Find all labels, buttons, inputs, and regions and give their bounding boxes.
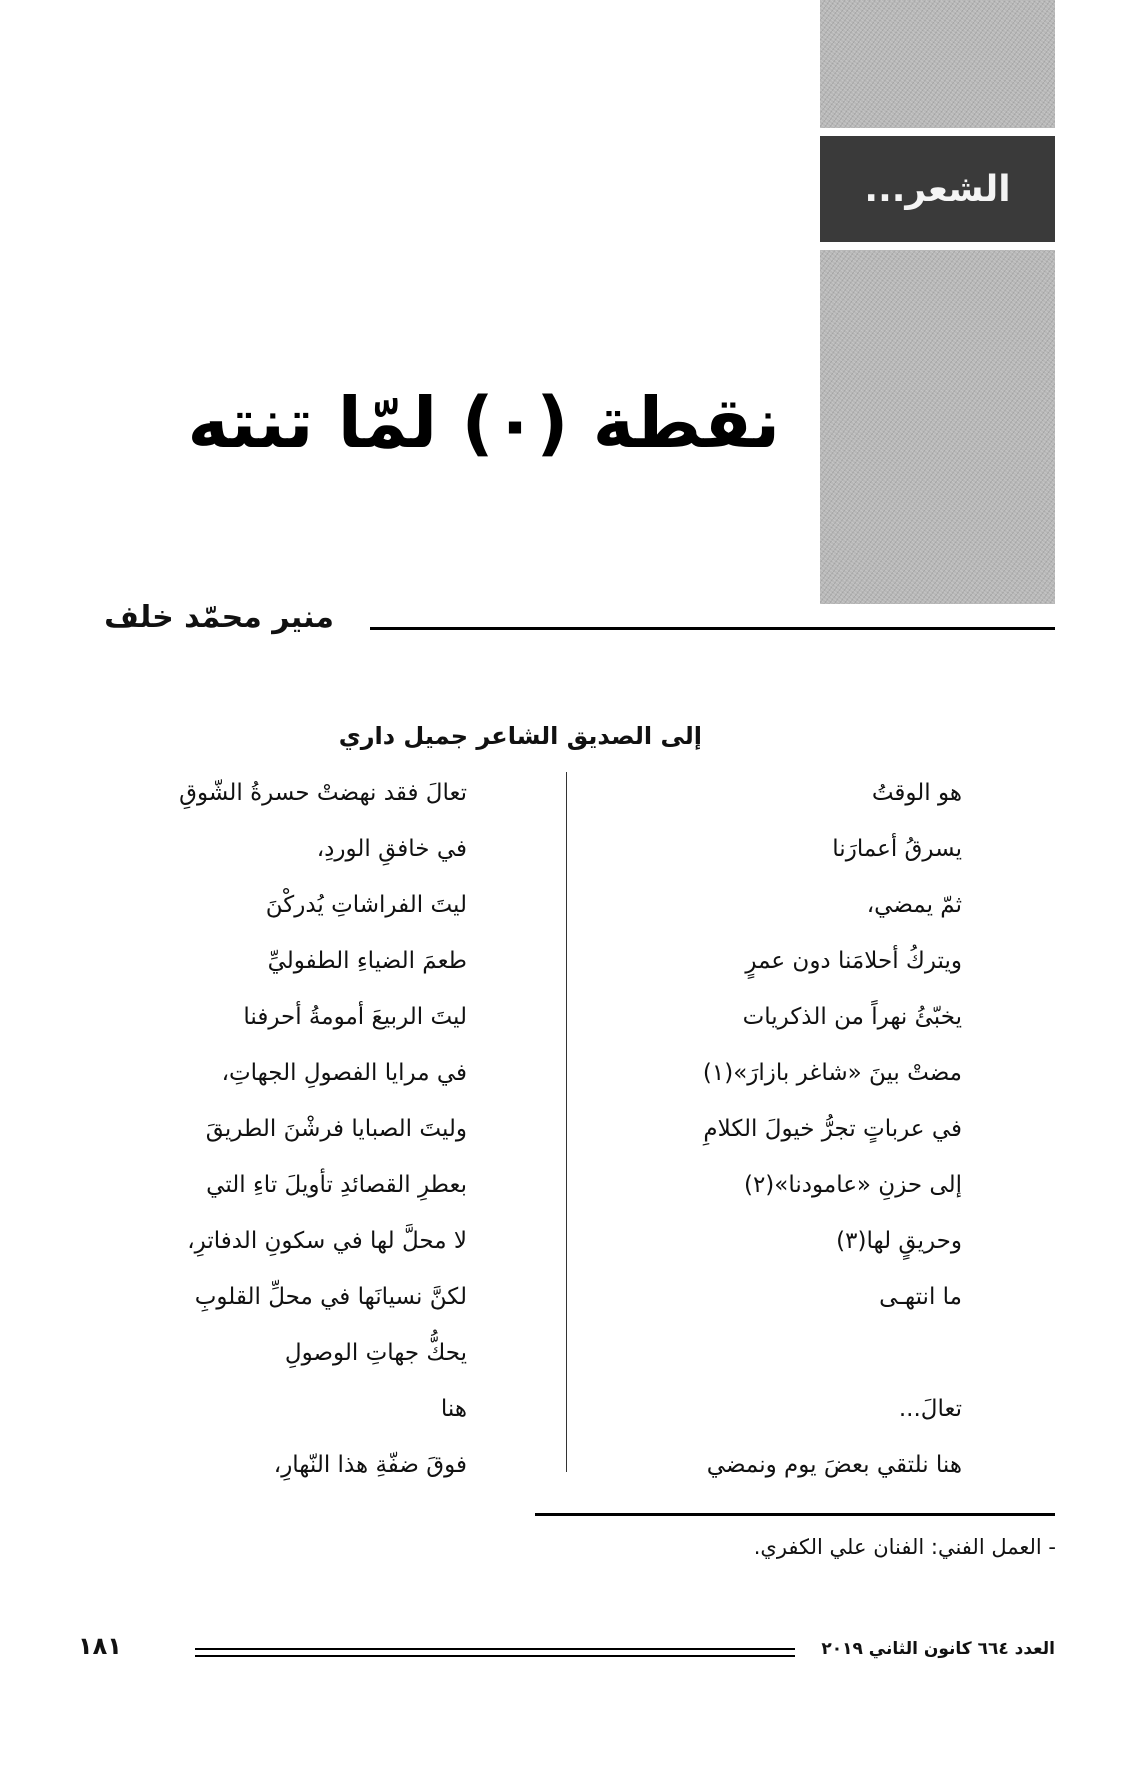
poem-line: تعالَ فقد نهضتْ حسرةُ الشّوقِ bbox=[179, 780, 467, 806]
author-divider bbox=[370, 627, 1055, 630]
poem-column-left bbox=[137, 776, 467, 1504]
poem-line: في مرايا الفصولِ الجهاتِ، bbox=[221, 1060, 467, 1086]
poem-line: فوقَ ضفّةِ هذا النّهارِ، bbox=[273, 1452, 467, 1478]
poem-line: هنا bbox=[440, 1396, 467, 1422]
poem-line: لكنَّ نسيانَها في محلِّ القلوبِ bbox=[194, 1284, 467, 1310]
poem-line: ما انتهـى bbox=[879, 1284, 962, 1310]
poem-line: ويتركُ أحلامَنا دون عمرٍ bbox=[745, 948, 962, 974]
footer-double-rule bbox=[195, 1648, 795, 1657]
poem-line: هنا نلتقي بعضَ يوم ونمضي bbox=[706, 1452, 962, 1478]
poem-line: ثمّ يمضي، bbox=[866, 892, 962, 918]
poem-line: ليتَ الربيعَ أمومةُ أحرفنا bbox=[243, 1004, 467, 1030]
dedication: إلى الصديق الشاعر جميل داري bbox=[338, 722, 702, 750]
poem-line: تعالَ... bbox=[898, 1396, 962, 1422]
decorative-grey-block-top bbox=[820, 0, 1055, 128]
poem-line: في خافقِ الوردِ، bbox=[316, 836, 467, 862]
poem-line: يخبّئُ نهراً من الذكريات bbox=[742, 1004, 962, 1030]
poem-line: وحريقٍ لها(٣) bbox=[836, 1228, 962, 1254]
poem-line-blank bbox=[712, 1336, 962, 1392]
poem-column-right bbox=[702, 776, 962, 1504]
decorative-grey-block-bottom bbox=[820, 250, 1055, 604]
page-number: ١٨١ bbox=[78, 1632, 122, 1660]
footnote-divider bbox=[535, 1513, 1055, 1516]
author-name: منير محمّد خلف bbox=[104, 600, 334, 635]
section-label: الشعر... bbox=[820, 136, 1055, 242]
poem-line: هو الوقتُ bbox=[871, 780, 962, 806]
poem-line: يحكُّ جهاتِ الوصولِ bbox=[284, 1340, 467, 1366]
column-divider bbox=[566, 772, 567, 1472]
artwork-credit: - العمل الفني: الفنان علي الكفري. bbox=[753, 1535, 1056, 1559]
poem-title: نقطة (٠) لمّا تنته bbox=[187, 382, 780, 464]
poem-line: وليتَ الصبايا فرشْنَ الطريقَ bbox=[205, 1116, 467, 1142]
poem-line: طعمَ الضياءِ الطفوليِّ bbox=[267, 948, 467, 974]
poem-line: لا محلَّ لها في سكونِ الدفاترِ، bbox=[187, 1228, 467, 1254]
poem-line: يسرقُ أعمارَنا bbox=[832, 836, 962, 862]
poem-line: في عرباتٍ تجرُّ خيولَ الكلامِ bbox=[703, 1116, 962, 1142]
poem-line: بعطرِ القصائدِ تأويلَ تاءِ التي bbox=[206, 1172, 467, 1198]
poem-line: إلى حزنِ «عامودنا»(٢) bbox=[743, 1172, 962, 1198]
poem-line: مضتْ بينَ «شاغر بازارَ»(١) bbox=[702, 1060, 962, 1086]
poem-line: ليتَ الفراشاتِ يُدركْنَ bbox=[265, 892, 467, 918]
issue-info: العدد ٦٦٤ كانون الثاني ٢٠١٩ bbox=[821, 1639, 1055, 1659]
